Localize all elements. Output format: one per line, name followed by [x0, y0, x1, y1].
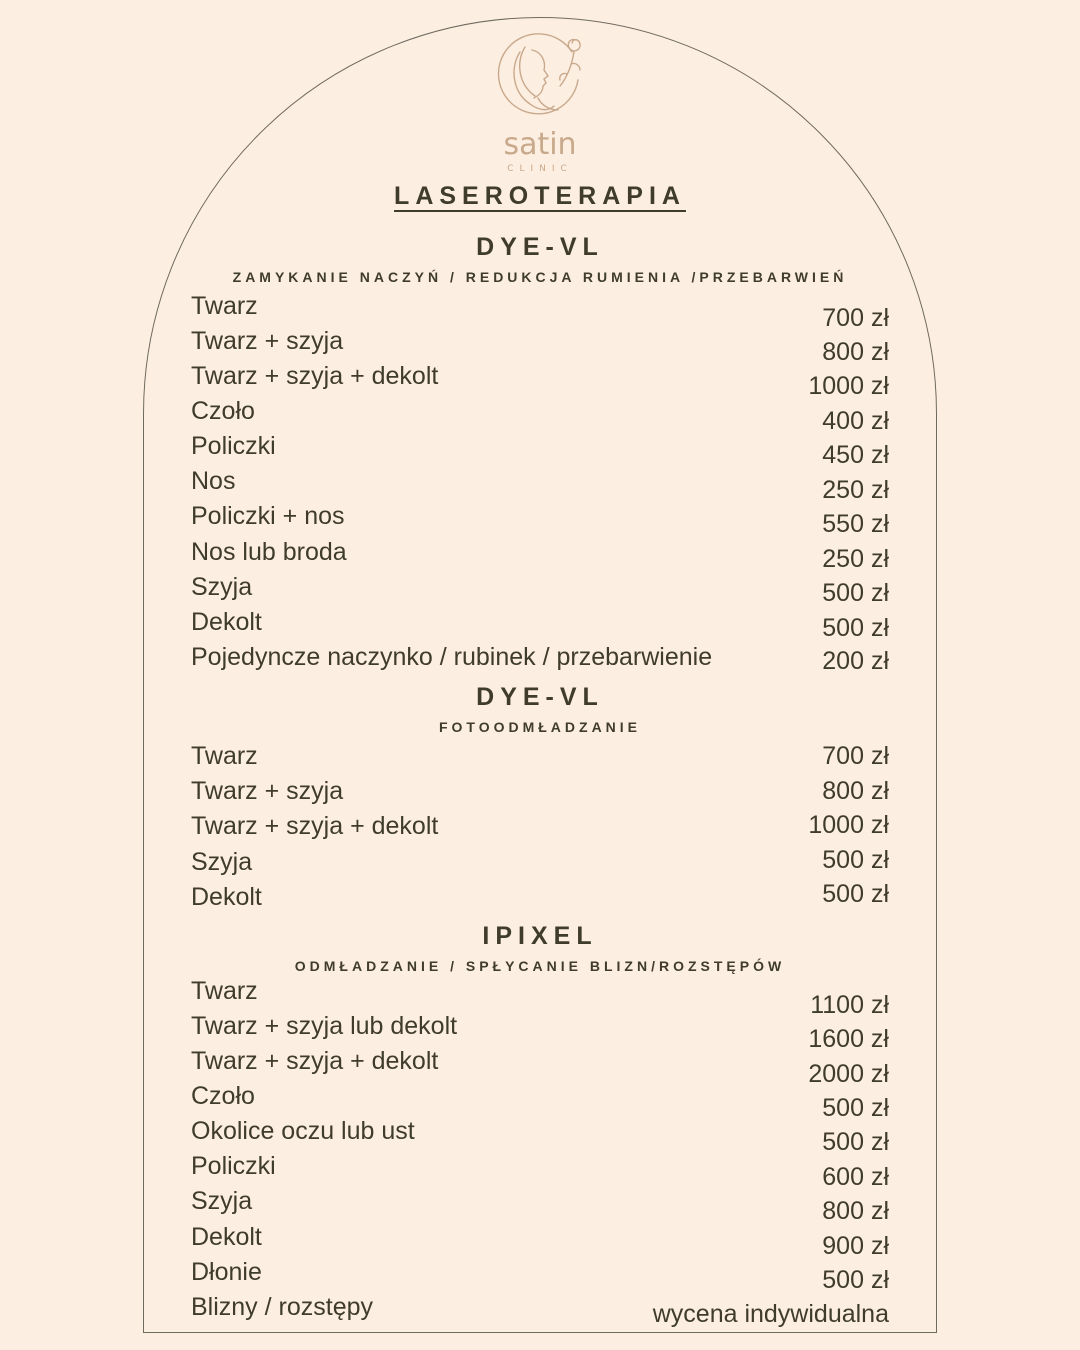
list-item-name: Czoło: [191, 397, 255, 425]
list-item-name: Policzki: [191, 432, 276, 460]
section-title: DYE-VL: [476, 233, 604, 261]
section-subtitle: ODMŁADZANIE / SPŁYCANIE BLIZN/ROZSTĘPÓW: [294, 958, 786, 974]
list-item-name: Dłonie: [191, 1258, 262, 1286]
satin-clinic-logo: [480, 22, 600, 177]
list-item-name: Twarz: [191, 742, 258, 770]
list-item-name: Szyja: [191, 1187, 253, 1215]
section-subtitle: ZAMYKANIE NACZYŃ / REDUKCJA RUMIENIA /PRZEBARWIEŃ: [232, 269, 848, 285]
list-item-price: 250 zł: [822, 545, 889, 573]
list-item-name: Policzki + nos: [191, 502, 345, 530]
list-item-name: Szyja: [191, 848, 253, 876]
list-item-name: Dekolt: [191, 1223, 262, 1251]
list-item-name: Twarz + szyja + dekolt: [191, 812, 439, 840]
list-item-price: 1600 zł: [808, 1025, 889, 1053]
list-item-name: Twarz + szyja lub dekolt: [191, 1012, 458, 1040]
list-item-price: 550 zł: [822, 510, 889, 538]
brand-tagline: CLINIC: [507, 164, 573, 174]
list-item-name: Twarz: [191, 977, 258, 1005]
list-item-name: Szyja: [191, 573, 253, 601]
section-title: DYE-VL: [476, 683, 604, 711]
brand-name: satin: [503, 127, 577, 162]
list-item-price: 500 zł: [822, 846, 889, 874]
list-item-price: 500 zł: [822, 579, 889, 607]
list-item-price: 450 zł: [822, 441, 889, 469]
list-item-price: 1000 zł: [808, 372, 889, 400]
list-item-name: Czoło: [191, 1082, 255, 1110]
list-item-name: Twarz + szyja + dekolt: [191, 1047, 439, 1075]
list-item-price: 500 zł: [822, 880, 889, 908]
list-item-name: Twarz + szyja: [191, 327, 344, 355]
list-item-price: 600 zł: [822, 1163, 889, 1191]
list-item-price: wycena indywidualna: [652, 1300, 889, 1328]
list-item-name: Twarz + szyja + dekolt: [191, 362, 439, 390]
list-item-price: 500 zł: [822, 1266, 889, 1294]
list-item-price: 500 zł: [822, 1128, 889, 1156]
list-item-price: 700 zł: [822, 304, 889, 332]
list-item-name: Policzki: [191, 1152, 276, 1180]
section-subtitle: FOTOODMŁADZANIE: [438, 719, 642, 735]
page-title: LASEROTERAPIA: [394, 182, 686, 210]
section-title: IPIXEL: [482, 922, 598, 950]
list-item-price: 900 zł: [822, 1232, 889, 1260]
list-item-name: Blizny / rozstępy: [191, 1293, 374, 1321]
list-item-name: Pojedyncze naczynko / rubinek / przebarwienie: [191, 643, 713, 671]
list-item-price: 1100 zł: [810, 991, 889, 1019]
list-item-name: Dekolt: [191, 883, 262, 911]
list-item-name: Dekolt: [191, 608, 262, 636]
list-item-price: 400 zł: [822, 407, 889, 435]
list-item-price: 800 zł: [822, 338, 889, 366]
list-item-name: Nos: [191, 467, 236, 495]
list-item-price: 800 zł: [822, 777, 889, 805]
list-item-price: 500 zł: [822, 614, 889, 642]
list-item-price: 200 zł: [822, 647, 889, 675]
list-item-price: 1000 zł: [808, 811, 889, 839]
list-item-price: 500 zł: [822, 1094, 889, 1122]
list-item-price: 700 zł: [822, 742, 889, 770]
list-item-name: Nos lub broda: [191, 538, 347, 566]
list-item-name: Twarz: [191, 292, 258, 320]
list-item-price: 2000 zł: [808, 1060, 889, 1088]
list-item-name: Okolice oczu lub ust: [191, 1117, 415, 1145]
list-item-name: Twarz + szyja: [191, 777, 344, 805]
list-item-price: 800 zł: [822, 1197, 889, 1225]
list-item-price: 250 zł: [822, 476, 889, 504]
